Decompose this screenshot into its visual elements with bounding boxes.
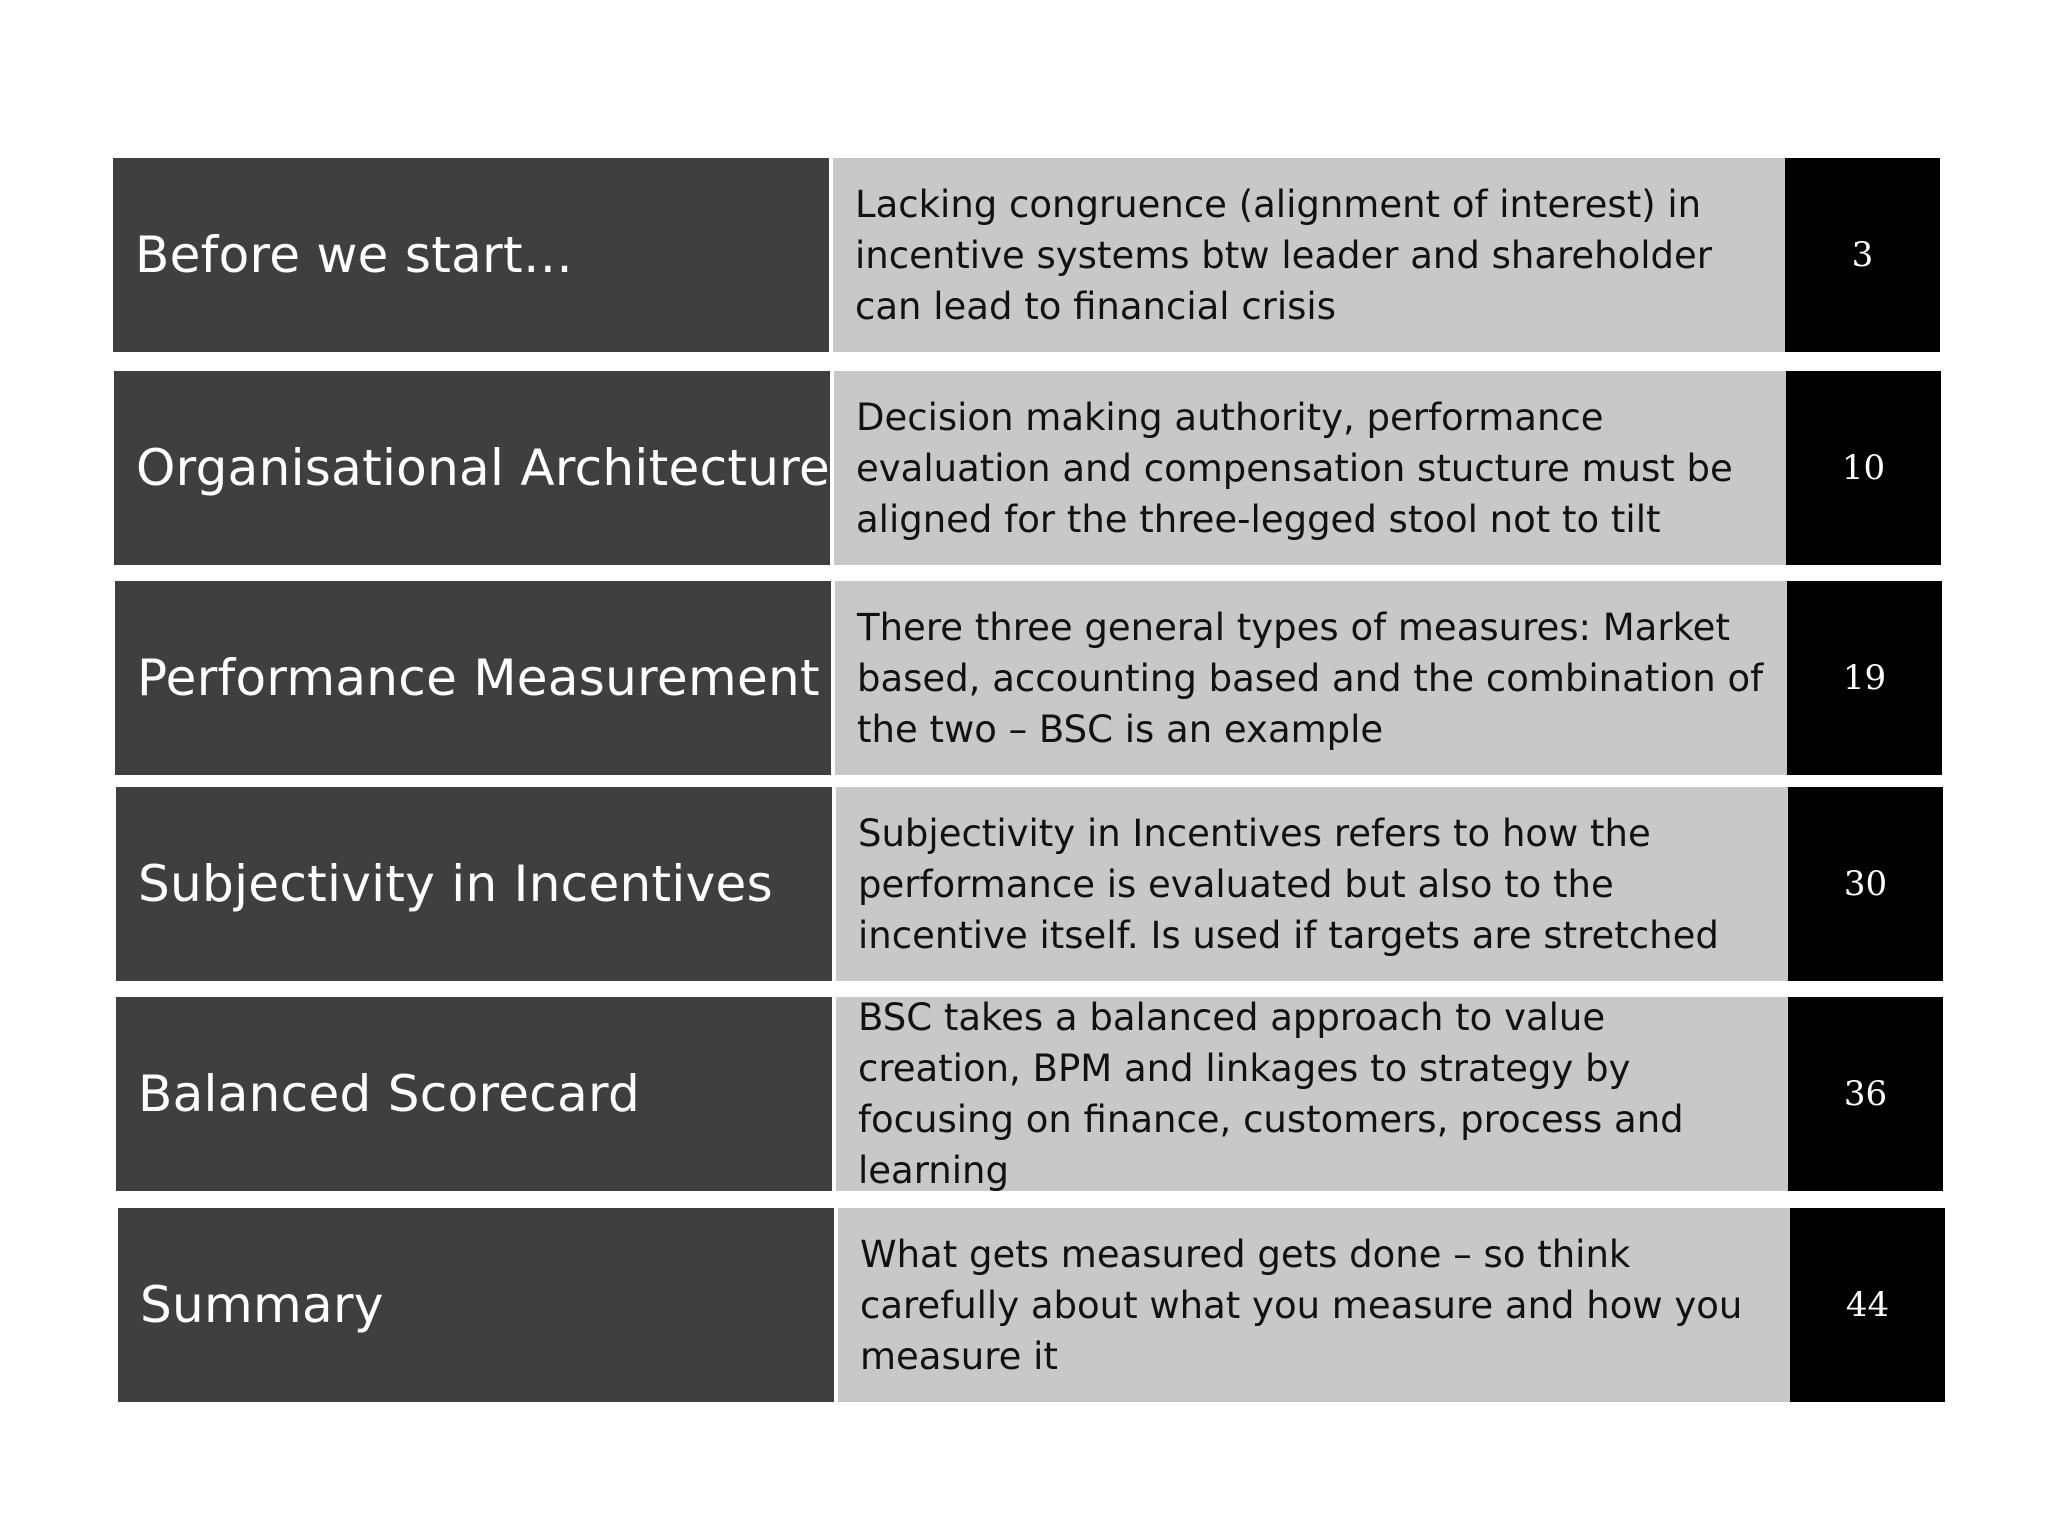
section-description	[836, 787, 1788, 981]
section-description-text: There three general types of measures: Market based, accounting based and the combination of the two – BSC is an example	[857, 605, 1764, 751]
section-title: Balanced Scorecard	[116, 997, 832, 1191]
section-description-text: Decision making authority, performance evaluation and compensation stucture must be aligned for the three-legged stool not to tilt	[856, 395, 1733, 541]
section-description-text: BSC takes a balanced approach to value creation, BPM and linkages to strategy by focusing on finance, customers, process and learning	[858, 996, 1684, 1192]
section-title: Before we start…	[113, 158, 829, 352]
section-page-number: 36	[1788, 997, 1943, 1191]
section-description	[833, 158, 1785, 352]
section-page-number: 3	[1785, 158, 1940, 352]
section-title: Summary	[118, 1208, 834, 1402]
section-description-text: What gets measured gets done – so think carefully about what you measure and how you measure it	[860, 1232, 1743, 1378]
section-description	[836, 997, 1788, 1191]
section-description-text: Lacking congruence (alignment of interest) in incentive systems btw leader and shareholder can lead to financial crisis	[855, 182, 1713, 328]
section-title: Subjectivity in Incentives	[116, 787, 832, 981]
section-page-number: 30	[1788, 787, 1943, 981]
section-title: Organisational Architecture	[114, 371, 830, 565]
section-description	[835, 581, 1787, 775]
section-page-number: 10	[1786, 371, 1941, 565]
section-page-number: 19	[1787, 581, 1942, 775]
section-page-number: 44	[1790, 1208, 1945, 1402]
section-description	[838, 1208, 1790, 1402]
section-title: Performance Measurement	[115, 581, 831, 775]
section-description	[834, 371, 1786, 565]
section-description-text: Subjectivity in Incentives refers to how the performance is evaluated but also to the incentive itself. Is used if targets are stretched	[858, 811, 1719, 957]
